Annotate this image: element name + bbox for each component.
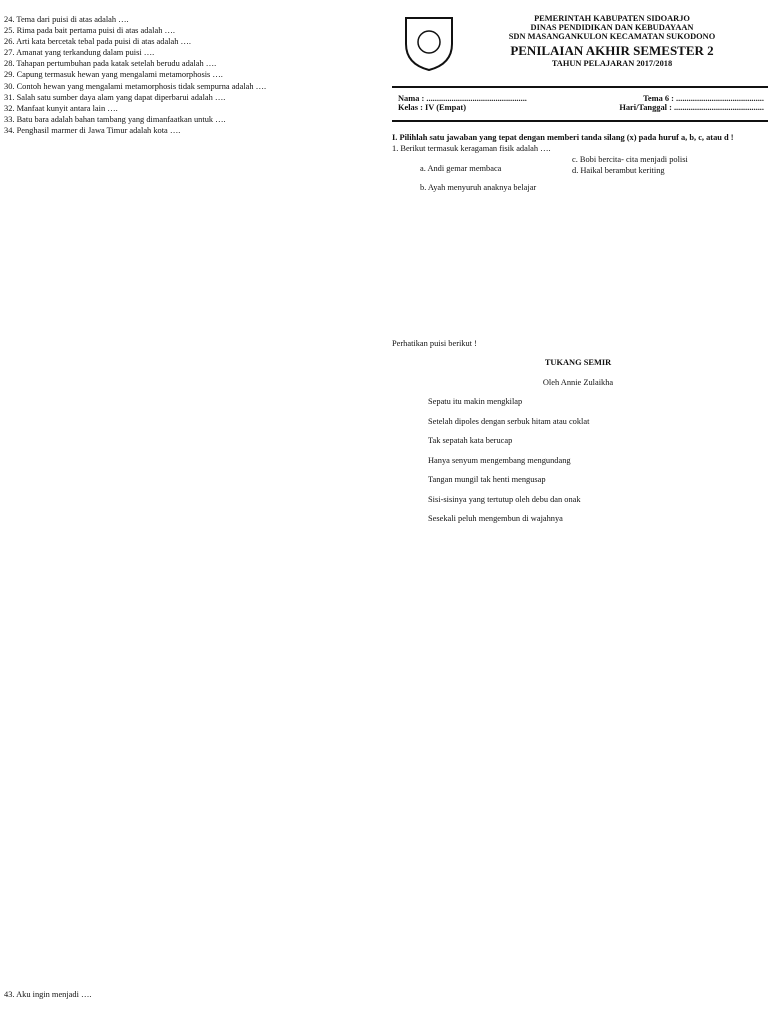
question-25: 25. Rima pada bait pertama puisi di atas adalah ….: [4, 26, 175, 36]
poem-block: [392, 338, 764, 533]
left-column: [4, 14, 376, 136]
question-29: 29. Capung termasuk hewan yang mengalami metamorphosis ….: [4, 70, 223, 80]
exam-year: TAHUN PELAJARAN 2017/2018: [551, 59, 673, 68]
question-24: 24. Tema dari puisi di atas adalah ….: [4, 15, 129, 24]
poem-line: Sisi-sisinya yang tertutup oleh debu dan onak: [428, 494, 581, 504]
student-info: [398, 94, 764, 112]
question-43: 43. Aku ingin menjadi ….: [4, 990, 92, 999]
question-27: 27. Amanat yang terkandung dalam puisi ….: [4, 48, 155, 58]
poem-author: Oleh Annie Zulaikha: [542, 377, 614, 387]
option-1a: a. Andi gemar membaca: [420, 163, 502, 173]
question-33: 33. Batu bara adalah bahan tambang yang dimanfaatkan untuk ….: [4, 114, 226, 124]
header-line-2: DINAS PENDIDIKAN DAN KEBUDAYAAN: [530, 23, 694, 32]
option-1b: b. Ayah menyuruh anaknya belajar: [420, 183, 537, 193]
header-divider: [392, 86, 768, 88]
school-logo: [402, 14, 456, 72]
school-header: [392, 12, 764, 90]
question-32: 32. Manfaat kunyit antara lain ….: [4, 103, 118, 113]
question-28: 28. Tahapan pertumbuhan pada katak setelah berudu adalah ….: [4, 59, 217, 69]
section-1-title: I. Pilihlah satu jawaban yang tepat dengan memberi tanda silang (x) pada huruf a, b, c, atau d !: [392, 133, 734, 142]
poem-line: Sepatu itu makin mengkilap: [428, 397, 523, 407]
meta-divider: [392, 120, 768, 122]
question-31: 31. Salah satu sumber daya alam yang dapat diperbarui adalah ….: [4, 92, 226, 102]
right-column: [392, 128, 764, 202]
poem-line: Setelah dipoles dengan serbuk hitam atau coklat: [428, 416, 590, 426]
poem-line: Tangan mungil tak henti mengusap: [428, 475, 546, 485]
poem-intro: Perhatikan puisi berikut !: [392, 339, 477, 348]
poem-title: TUKANG SEMIR: [544, 358, 612, 368]
question-30: 30. Contoh hewan yang mengalami metamorphosis tidak sempurna adalah ….: [4, 81, 267, 91]
nama-field: Nama : ................................................: [398, 94, 527, 103]
exam-title: PENILAIAN AKHIR SEMESTER 2: [510, 43, 714, 58]
question-1: 1. Berikut termasuk keragaman fisik adalah ….: [392, 144, 551, 154]
option-1c: c. Bobi bercita- cita menjadi polisi: [572, 155, 688, 165]
option-1d: d. Haikal berambut keriting: [572, 166, 665, 176]
question-34: 34. Penghasil marmer di Jawa Timur adalah kota ….: [4, 125, 181, 135]
header-line-1: PEMERINTAH KABUPATEN SIDOARJO: [534, 14, 690, 23]
kelas-field: Kelas : IV (Empat): [398, 103, 467, 112]
poem-line: Hanya senyum mengembang mengundang: [428, 455, 571, 465]
poem-line: Tak sepatah kata berucap: [428, 436, 513, 446]
tema-field: Tema 6 : ..........................................: [643, 94, 764, 103]
question-26: 26. Arti kata bercetak tebal pada puisi di atas adalah ….: [4, 37, 191, 47]
header-line-3: SDN MASANGANKULON KECAMATAN SUKODONO: [508, 32, 716, 41]
hari-field: Hari/Tanggal : ...........................................: [619, 103, 764, 112]
poem-line: Sesekali peluh mengembun di wajahnya: [428, 514, 563, 524]
